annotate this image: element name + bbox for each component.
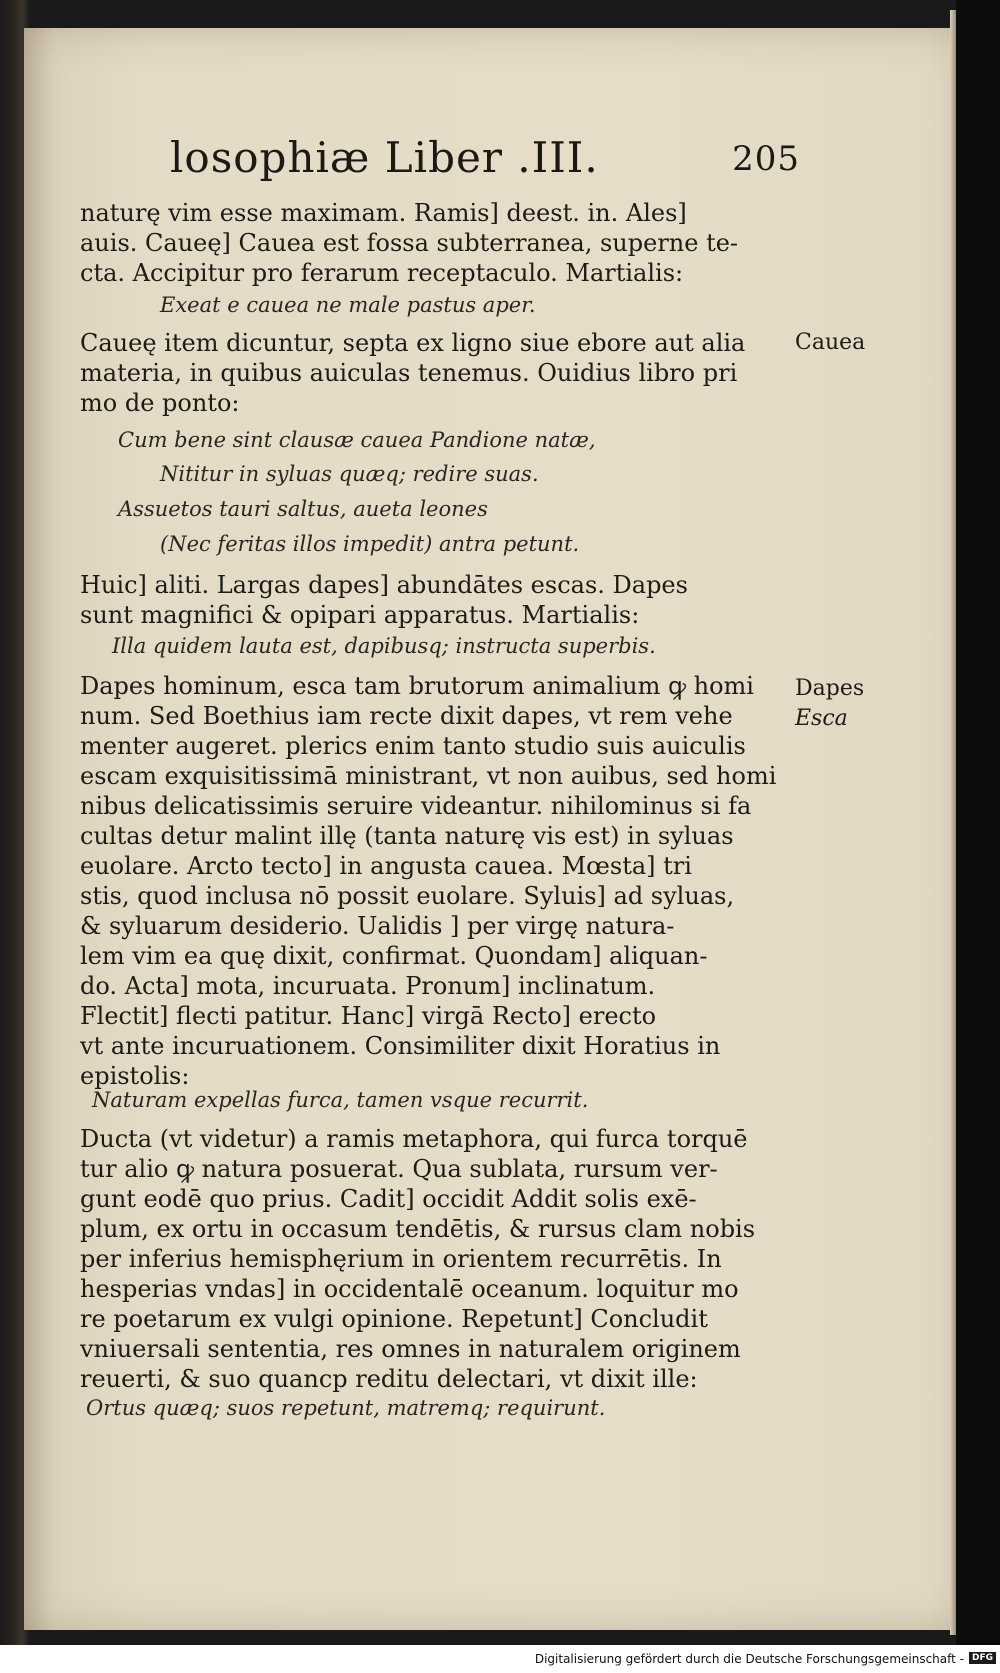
text-line: num. Sed Boethius iam recte dixit dapes, vt rem vehe — [80, 702, 733, 730]
text-line: mo de ponto: — [80, 389, 240, 417]
text-line: euolare. Arcto tecto] in angusta cauea. Mœsta] tri — [80, 852, 692, 880]
text-line: gunt eodē quo prius. Cadit] occidit Addit solis exē- — [80, 1185, 697, 1213]
commentary-block-2 — [80, 328, 780, 418]
commentary-block-5 — [80, 1124, 780, 1394]
quotation-final: Ortus quæq; suos repetunt, matremq; requirunt. — [86, 1396, 606, 1420]
text-line: hesperias vndas] in occidentalē oceanum. loquitur mo — [80, 1275, 739, 1303]
text-line: & syluarum desiderio. Ualidis ] per virgę natura- — [80, 912, 675, 940]
margin-note-cauea: Cauea — [795, 330, 866, 355]
text-line: tur alio ꝙ natura posuerat. Qua sublata, rursum ver- — [80, 1155, 718, 1183]
text-line: escam exquisitissimā ministrant, vt non auibus, sed homi — [80, 762, 777, 790]
text-line: plum, ex ortu in occasum tendētis, & rursus clam nobis — [80, 1215, 756, 1243]
commentary-block-3 — [80, 570, 780, 630]
verse-line: Cum bene sint clausæ cauea Pandione natæ, — [118, 428, 596, 452]
verse-line: (Nec feritas illos impedit) antra petunt. — [160, 532, 580, 556]
quotation-martialis: Exeat e cauea ne male pastus aper. — [160, 293, 536, 317]
text-line: do. Acta] mota, incuruata. Pronum] inclinatum. — [80, 972, 656, 1000]
text-line: cta. Accipitur pro ferarum receptaculo. Martialis: — [80, 259, 684, 287]
text-line: stis, quod inclusa nō possit euolare. Syluis] ad syluas, — [80, 882, 735, 910]
verse-line: Nititur in syluas quæq; redire suas. — [160, 462, 539, 486]
margin-note-dapes: Dapes — [795, 676, 865, 701]
commentary-block-4 — [80, 672, 780, 1092]
text-line: Caueę item dicuntur, septa ex ligno siue ebore aut alia — [80, 329, 746, 357]
text-line: naturę vim esse maximam. Ramis] deest. in. Ales] — [80, 199, 687, 227]
text-line: re poetarum ex vulgi opinione. Repetunt] Concludit — [80, 1305, 708, 1333]
text-line: auis. Caueę] Cauea est fossa subterranea, superne te- — [80, 229, 739, 257]
text-line: per inferius hemisphęrium in orientem recurrētis. In — [80, 1245, 722, 1273]
running-title: losophiæ Liber .III. — [170, 133, 599, 182]
text-line: sunt magnifici & opipari apparatus. Martialis: — [80, 601, 640, 629]
text-line: Huic] aliti. Largas dapes] abundātes escas. Dapes — [80, 571, 688, 599]
digitization-footer — [0, 1645, 1000, 1673]
text-line: reuerti, & suo quancp reditu delectari, vt dixit ille: — [80, 1365, 698, 1393]
text-line: epistolis: — [80, 1062, 190, 1090]
running-head — [150, 125, 800, 195]
text-line: vniuersali sententia, res omnes in naturalem originem — [80, 1335, 741, 1363]
text-line: Dapes hominum, esca tam brutorum animalium ꝙ homi — [80, 672, 754, 700]
text-line: cultas detur malint illę (tanta naturę vis est) in syluas — [80, 822, 734, 850]
footer-credit: Digitalisierung gefördert durch die Deutsche Forschungsgemeinschaft - — [534, 1652, 964, 1666]
text-line: lem vim ea quę dixit, confirmat. Quondam] aliquan- — [80, 942, 708, 970]
text-line: menter augeret. plerics enim tanto studio suis auiculis — [80, 732, 746, 760]
text-line: vt ante incuruationem. Consimiliter dixit Horatius in — [80, 1032, 721, 1060]
margin-note-esca: Esca — [795, 706, 848, 731]
text-line: materia, in quibus auiculas tenemus. Ouidius libro pri — [80, 359, 738, 387]
quotation-horatius: Naturam expellas furca, tamen vsque recurrit. — [92, 1088, 589, 1112]
dfg-logo: DFG — [969, 1652, 996, 1664]
commentary-block-1 — [80, 198, 780, 288]
scan-border — [956, 0, 1000, 1645]
text-line: Ducta (vt videtur) a ramis metaphora, qui furca torquē — [80, 1125, 748, 1153]
page-number: 205 — [732, 139, 800, 179]
text-line: Flectit] flecti patitur. Hanc] virgā Recto] erecto — [80, 1002, 657, 1030]
text-line: nibus delicatissimis seruire videantur. nihilominus si fa — [80, 792, 752, 820]
verse-line: Assuetos tauri saltus, aueta leones — [118, 497, 488, 521]
quotation-martialis-2: Illa quidem lauta est, dapibusq; instructa superbis. — [112, 634, 656, 658]
